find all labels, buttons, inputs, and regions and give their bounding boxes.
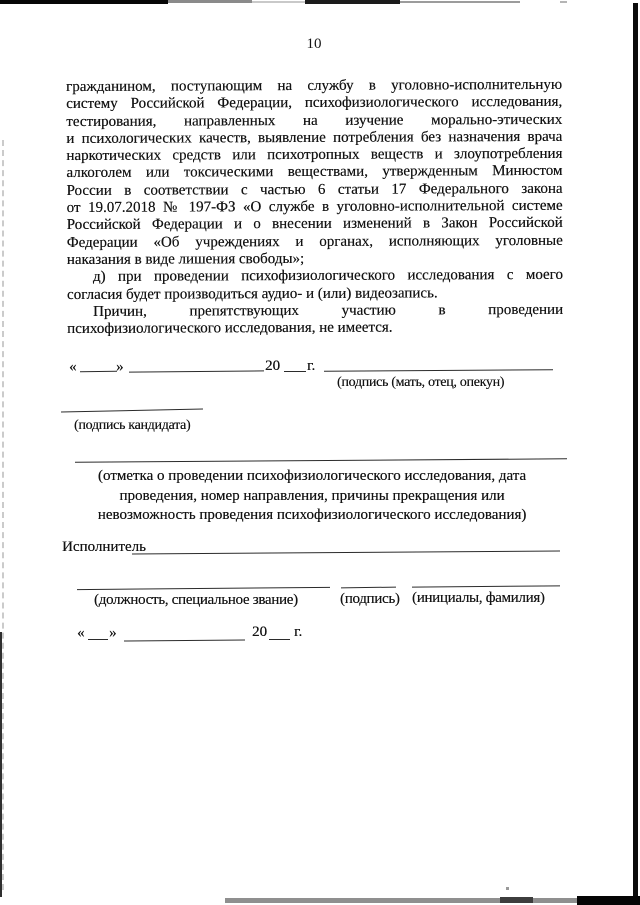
signature-field[interactable] [341,587,396,589]
scan-artifact-top-bar [305,0,400,4]
page-number: 10 [306,36,322,52]
date-year-field[interactable] [284,371,306,372]
text-line: от 19.07.2018 № 197-ФЗ «О службе в уголовно-исполнительной системе [66,197,563,217]
text-line: и психологических качеств, выявление потребления без назначения врача [66,128,563,147]
bottom-date-month-field[interactable] [124,639,245,641]
bottom-date-open-quote: « [77,625,85,641]
text-line: гражданином, поступающим на службу в уголовно-исполнительную [66,76,563,95]
date-open-quote: « [69,359,77,375]
text-line: систему Российской Федерации, психофизиологического исследования, [66,94,563,113]
scan-artifact-bottom-bar [577,896,640,905]
name-field[interactable] [412,585,560,587]
text-line: алкоголем или токсическими веществами, утвержденным Минюстом [66,163,563,182]
research-note-field[interactable] [75,458,567,462]
scan-artifact-bottom-bar [225,898,500,903]
scan-artifact-top-bar [252,1,305,3]
scan-artifact-top-bar [560,1,567,3]
executor-field[interactable] [132,551,560,555]
name-label: (инициалы, фамилия) [412,590,545,606]
text-line: д) при проведении психофизиологического исследования с моего [92,267,563,286]
signature-label: (подпись) [340,591,400,607]
scan-artifact-bottom-bar [533,898,577,903]
scan-artifact-bottom-bar [500,897,533,903]
scan-artifact-speck [506,887,509,890]
text-line: наркотических средств или психотропных веществ и злоупотребления [66,146,563,165]
text-line: невозможность проведения психофизиологического исследования) [97,507,527,523]
scan-artifact-right-bar [633,3,638,905]
bottom-date-year-field[interactable] [269,639,290,640]
text-line: Российской Федерации и о внесении изменений в Закон Российской [66,215,563,234]
bottom-date-day-field[interactable] [88,639,108,640]
scan-artifact-top-bar [0,0,168,4]
candidate-signature-label: (подпись кандидата) [74,418,191,433]
bottom-date-close-quote: » [109,625,117,641]
paragraph [66,77,563,269]
executor-label: Исполнитель [62,539,146,555]
text-line: согласия будет производиться аудио- и (или) видеозапись. [66,284,438,303]
text-line: (отметка о проведении психофизиологического исследования, дата [97,468,527,484]
parent-signature-label: (подпись (мать, отец, опекун) [337,375,505,390]
date-close-quote: » [116,359,124,375]
paragraph [67,302,563,339]
text-line: тестирования, направленных на изучение морально-этических [66,111,563,130]
bottom-date-year-prefix: 20 [252,624,267,640]
position-field[interactable] [77,587,330,590]
scan-artifact-left-dashed-line [2,140,4,890]
date-year-suffix: г. [307,358,316,374]
date-month-field[interactable] [129,370,264,372]
candidate-signature-field[interactable] [61,409,203,413]
scan-artifact-left-bar [0,632,2,897]
date-year-prefix: 20 [265,358,280,374]
text-line: России в соответствии с частью 6 статьи 17 Федерального закона [66,180,563,199]
position-label: (должность, специальное звание) [94,592,298,608]
parent-signature-field[interactable] [324,369,553,372]
scan-artifact-top-bar [168,0,252,3]
text-line: Причин, препятствующих участию в проведении [92,301,564,320]
paragraph [67,267,563,304]
body-text [66,77,563,339]
text-line: психофизиологического исследования, не имеется. [67,319,393,338]
scan-artifact-top-bar [400,1,520,3]
research-note-caption [69,467,555,526]
bottom-date-year-suffix: г. [294,624,303,640]
text-line: проведения, номер направления, причины прекращения или [119,487,505,504]
text-line: Федерации «Об учреждениях и органах, исполняющих уголовные [66,232,563,251]
date-day-field[interactable] [80,371,117,372]
text-line: наказания в виде лишения свободы»; [66,250,305,268]
